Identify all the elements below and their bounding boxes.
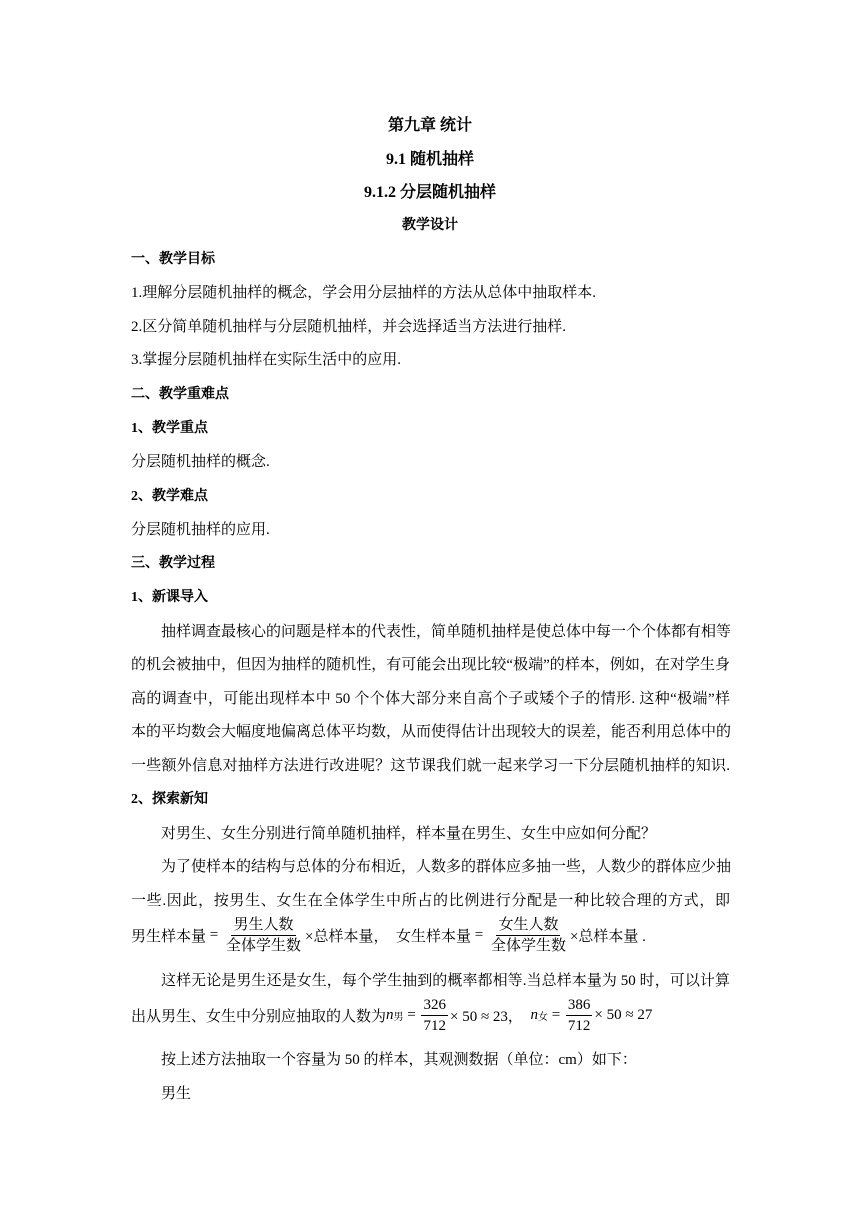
intro-paragraph-line: 一些额外信息对抽样方法进行改进呢？这节课我们就一起来学习一下分层随机抽样的知识. (131, 758, 730, 774)
design-title: 教学设计 (402, 218, 458, 233)
formula-prefix: 出从男生、女生中分别应抽取的人数为 (131, 1009, 387, 1025)
objective-item: 1.理解分层随机抽样的概念，学会用分层抽样的方法从总体中抽取样本. (131, 285, 597, 301)
chapter-title: 第九章 统计 (387, 117, 472, 134)
explore-paragraph-line: 这样无论是男生还是女生，每个学生抽到的概率都相等.当总样本量为 50 时，可以计算 (161, 973, 730, 989)
formula-tail-male: ×总样本量， (305, 929, 389, 945)
focus-text: 分层随机抽样的概念. (131, 454, 270, 470)
keypoints-heading: 二、教学重难点 (131, 387, 229, 402)
explore-question: 对男生、女生分别进行简单随机抽样，样本量在男生、女生中应如何分配？ (161, 826, 657, 842)
intro-heading: 1、新课导入 (131, 590, 208, 605)
intro-paragraph-line: 本的平均数会大幅度地偏离总体平均数，从而使得估计出现较大的误差，能否利用总体中的 (131, 724, 732, 740)
formula-fraction-female: $\frac{\text{女生人数}}{\text{全体学生数}}$ (490, 917, 566, 954)
difficulty-text: 分层随机抽样的应用. (131, 522, 270, 538)
fraction-female: $\frac{386}{712}$ (567, 997, 591, 1034)
formula-lhs-male: 男生样本量 (131, 929, 207, 945)
formula-fraction-male: $\frac{\text{男生人数}}{\text{全体学生数}}$ (225, 917, 301, 954)
intro-paragraph-line: 抽样调查最核心的问题是样本的代表性，简单随机抽样是使总体中每一个个体都有相等 (161, 624, 732, 640)
focus-heading: 1、教学重点 (131, 421, 208, 436)
objectives-heading: 一、教学目标 (131, 252, 215, 267)
explore-paragraph-line: 一些.因此，按男生、女生在全体学生中所占的比例进行分配是一种比较合理的方式，即 (131, 893, 730, 909)
objective-item: 2.区分简单随机抽样与分层随机抽样，并会选择适当方法进行抽样. (131, 319, 567, 335)
intro-paragraph-line: 的机会被抽中，但因为抽样的随机性，有可能会出现比较“极端”的样本，例如，在对学生身 (131, 657, 730, 673)
section-title: 9.1 随机抽样 (385, 151, 474, 168)
explore-paragraph-line: 为了使样本的结构与总体的分布相近，人数多的群体应多抽一些，人数少的群体应少抽 (161, 859, 732, 875)
difficulty-heading: 2、教学难点 (131, 489, 208, 504)
formula-tail-female: ×总样本量 . (569, 929, 646, 945)
sample-size-formula: 出从男生、女生中分别应抽取的人数为 n 男 = $\frac{326}{712}$ × 50 ≈ 23， n 女 = $\frac{386}{712}$ × 50 ≈ 27 (131, 997, 653, 1034)
explore-heading: 2、探索新知 (131, 792, 208, 807)
subsection-title: 9.1.2 分层随机抽样 (363, 184, 496, 201)
objective-item: 3.掌握分层随机抽样在实际生活中的应用. (131, 352, 402, 368)
allocation-formula: 男生样本量 = $\frac{\text{男生人数}}{\text{全体学生数}}$ ×总样本量， 女生样本量 = $\frac{\text{女生人数}}{\text{全体学生数}}$ ×总样本量 . (131, 917, 646, 954)
male-label: 男生 (161, 1086, 192, 1102)
process-heading: 三、教学过程 (131, 556, 215, 571)
formula-lhs-female: 女生样本量 (395, 929, 471, 945)
explore-sample-text: 按上述方法抽取一个容量为 50 的样本，其观测数据（单位：cm）如下： (161, 1052, 637, 1068)
intro-paragraph-line: 高的调查中，可能出现样本中 50 个个体大部分来自高个子或矮个子的情形. 这种“极端”样 (131, 691, 730, 707)
fraction-male: $\frac{326}{712}$ (423, 997, 446, 1034)
